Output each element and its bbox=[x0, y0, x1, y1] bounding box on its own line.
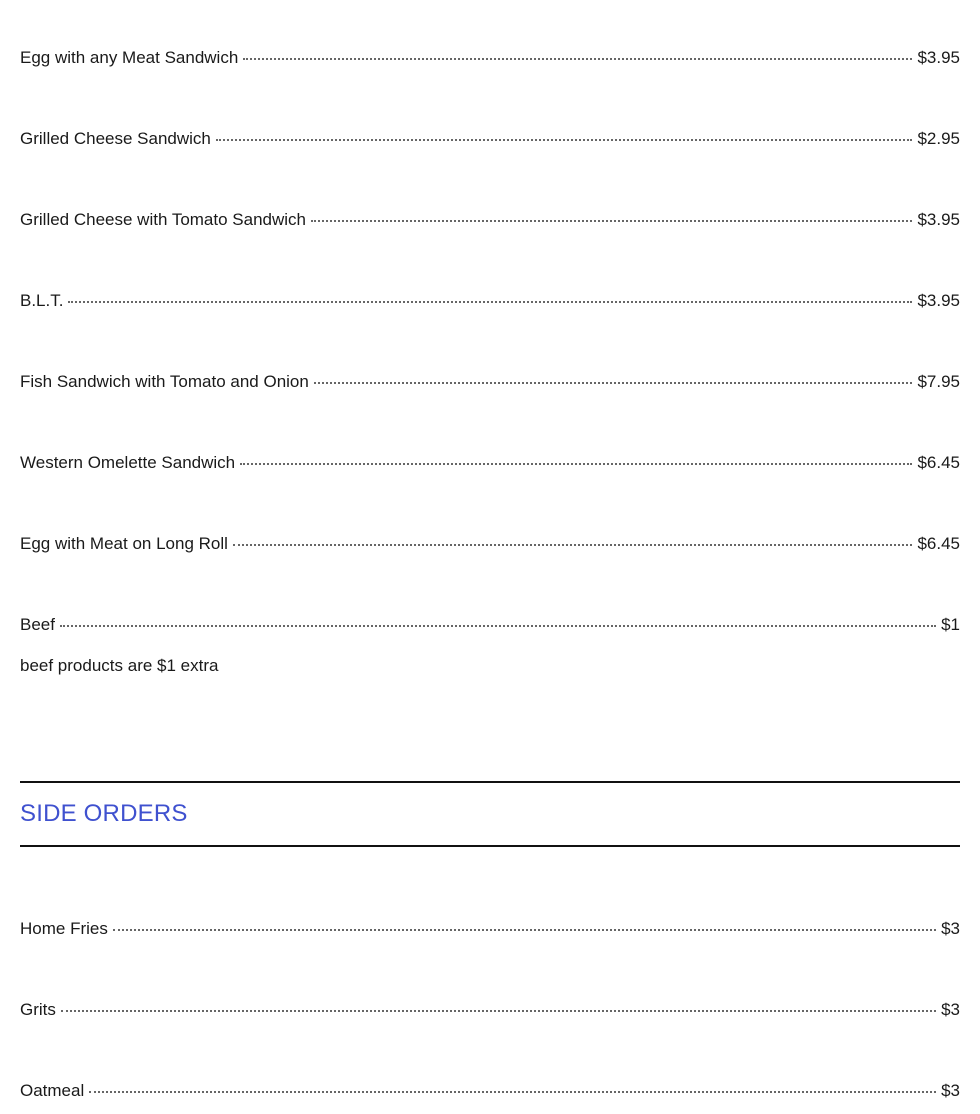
item-price: $3.95 bbox=[917, 291, 960, 310]
item-name: Egg with any Meat Sandwich bbox=[20, 48, 239, 67]
item-price: $2.95 bbox=[917, 129, 960, 148]
dot-leader bbox=[89, 1091, 936, 1093]
item-name: Home Fries bbox=[20, 919, 108, 938]
menu-item bbox=[20, 324, 960, 405]
menu-item bbox=[20, 871, 960, 952]
menu-item bbox=[20, 0, 960, 81]
menu-item bbox=[20, 486, 960, 567]
item-price: $6.45 bbox=[917, 453, 960, 472]
dot-leader bbox=[216, 139, 913, 141]
beef-note: beef products are $1 extra bbox=[20, 656, 219, 675]
item-price: $1 bbox=[941, 615, 960, 634]
item-name: Fish Sandwich with Tomato and Onion bbox=[20, 372, 309, 391]
dot-leader bbox=[240, 463, 912, 465]
menu-item bbox=[20, 243, 960, 324]
item-name: Grilled Cheese with Tomato Sandwich bbox=[20, 210, 306, 229]
item-name: Grilled Cheese Sandwich bbox=[20, 129, 211, 148]
item-price: $7.95 bbox=[917, 372, 960, 391]
item-name: Beef bbox=[20, 615, 55, 634]
item-price: $3 bbox=[941, 1000, 960, 1019]
item-price: $3.95 bbox=[917, 210, 960, 229]
menu-item bbox=[20, 567, 960, 648]
menu-item bbox=[20, 1033, 960, 1114]
menu-item bbox=[20, 952, 960, 1033]
item-price: $3.95 bbox=[917, 48, 960, 67]
dot-leader bbox=[60, 625, 936, 627]
menu-item bbox=[20, 162, 960, 243]
menu-item bbox=[20, 81, 960, 162]
dot-leader bbox=[61, 1010, 936, 1012]
item-price: $6.45 bbox=[917, 534, 960, 553]
item-price: $3 bbox=[941, 1081, 960, 1100]
menu-page bbox=[20, 0, 960, 1114]
item-name: Egg with Meat on Long Roll bbox=[20, 534, 228, 553]
side-orders-list bbox=[20, 871, 960, 1114]
dot-leader bbox=[68, 301, 912, 303]
dot-leader bbox=[233, 544, 913, 546]
item-name: Western Omelette Sandwich bbox=[20, 453, 236, 472]
section-title: SIDE ORDERS bbox=[20, 800, 188, 827]
sandwich-list bbox=[20, 0, 960, 648]
dot-leader bbox=[113, 929, 936, 931]
item-name: Oatmeal bbox=[20, 1081, 85, 1100]
section-header-side-orders bbox=[20, 781, 960, 847]
dot-leader bbox=[243, 58, 912, 60]
item-price: $3 bbox=[941, 919, 960, 938]
item-name: Grits bbox=[20, 1000, 56, 1019]
dot-leader bbox=[311, 220, 912, 222]
dot-leader bbox=[314, 382, 913, 384]
item-name: B.L.T. bbox=[20, 291, 64, 310]
menu-item bbox=[20, 405, 960, 486]
